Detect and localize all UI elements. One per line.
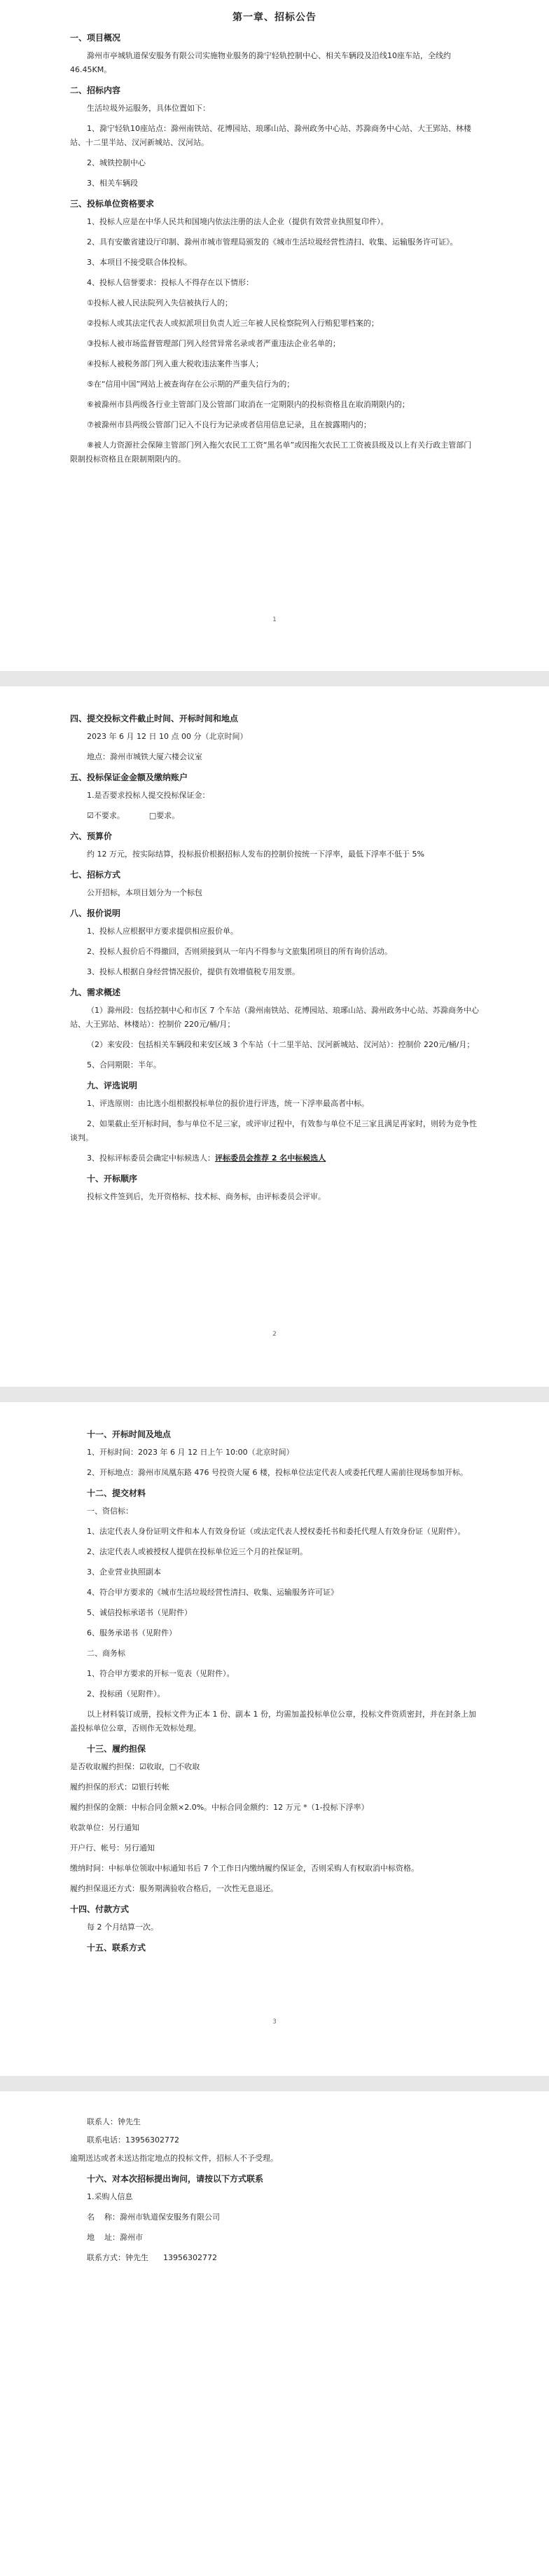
paragraph: 一、资信标： [87, 1507, 133, 1516]
section-heading-quote: 八、报价说明 [70, 908, 121, 918]
paragraph: 履约担保退还方式：服务期满验收合格后，一次性无息退还。 [70, 1884, 278, 1893]
paragraph: 2、投标函（见附件）。 [87, 1689, 165, 1698]
paragraph: 1、开标时间：2023 年 6 月 12 日上午 10:00（北京时间） [87, 1448, 294, 1457]
paragraph: 1、投标人应根据甲方要求提供相应报价单。 [87, 927, 238, 936]
paragraph: 以上材料装订成册，投标文件为正本 1 份、副本 1 份，均需加盖投标单位公章，投标文件资质密封，并在封条上加盖投标单位公章，否则作无效标处理。 [70, 1710, 476, 1733]
paragraph: 3、投标人根据自身经营情况报价，提供有效增值税专用发票。 [87, 967, 300, 976]
section-heading-inquiry: 十六、对本次招标提出询问，请按以下方式联系 [87, 2174, 264, 2184]
paragraph: 公开招标，本项目划分为一个标包 [87, 888, 202, 897]
page-number: 1 [272, 616, 277, 623]
paragraph: 2、开标地点：滁州市凤凰东路 476 号投资大厦 6 楼，投标单位法定代表人或委托代理人需前往现场参加开标。 [87, 1468, 468, 1477]
paragraph: 2、如果截止至开标时间，参与单位不足三家，或评审过程中，有效参与单位不足三家且满足再家时，则转为竞争性谈判。 [70, 1119, 477, 1142]
section-heading-bid-method: 七、招标方式 [70, 870, 121, 880]
section-heading-evaluation: 九、评选说明 [87, 1081, 138, 1090]
underlined-text: 评标委员会推荐 2 名中标候选人 [215, 1154, 326, 1163]
section-heading-contact: 十五、联系方式 [87, 1943, 146, 1953]
paragraph: 滁州市亭城轨道保安服务有限公司实施物业服务的滁宁轻轨控制中心、相关车辆段及沿线10座车站，全线约46.45KM。 [70, 51, 451, 74]
section-heading-bid-content: 二、招标内容 [70, 85, 121, 95]
section-heading-opening-order: 十、开标顺序 [87, 1174, 138, 1184]
paragraph: 2、法定代表人或被授权人提供在投标单位近三个月的社保证明。 [87, 1547, 307, 1556]
contact-block [70, 2115, 479, 2147]
document-page-2 [0, 686, 549, 1387]
option-required: □要求。 [148, 811, 180, 820]
paragraph: ⑦被滁州市县两级公管部门记入不良行为记录或者信用信息记录，且在披露期内的； [87, 420, 371, 429]
chapter-title: 第一章、招标公告 [232, 12, 317, 23]
section-heading-qualification: 三、投标单位资格要求 [70, 199, 155, 209]
section-heading-deposit: 五、投标保证金金额及缴纳账户 [70, 773, 188, 782]
paragraph: 4、投标人信誉要求：投标人不得存在以下情形： [87, 278, 253, 287]
paragraph: 收款单位：另行通知 [70, 1823, 139, 1832]
paragraph: ⑥被滁州市县两级各行业主管部门及公管部门取消在一定期限内的投标资格且在取消期限内的； [87, 400, 410, 409]
paragraph: 1.是否要求投标人提交投标保证金： [87, 791, 210, 800]
paragraph: ③投标人被市场监督管理部门列入经营异常名录或者严重违法企业名单的； [87, 339, 340, 348]
paragraph: 二、商务标 [87, 1649, 125, 1658]
paragraph: 1、符合甲方要求的开标一览表（见附件）。 [87, 1669, 235, 1678]
paragraph: 1、法定代表人身份证明文件和本人有效身份证（或法定代表人授权委托书和委托代理人有效身份证（见附件）。 [87, 1527, 466, 1536]
paragraph: 是否收取履约担保：☑收取，□不收取 [70, 1762, 200, 1771]
paragraph [70, 1151, 479, 1165]
paragraph: 4、符合甲方要求的《城市生活垃圾经营性清扫、收集、运输服务许可证》 [87, 1588, 338, 1597]
purchaser-contact: 联系方式：钟先生 13956302772 [87, 2253, 217, 2262]
paragraph: 逾期送达或者未送达指定地点的投标文件，招标人不予受理。 [70, 2154, 278, 2163]
paragraph: 1、投标人应是在中华人民共和国境内依法注册的法人企业（提供有效营业执照复印件）。 [87, 217, 389, 226]
paragraph: 约 12 万元，按实际结算，投标报价根据招标人发布的控制价按统一下浮率，最低下浮率不低于 5% [87, 850, 424, 859]
paragraph: 开户行、帐号：另行通知 [70, 1843, 155, 1853]
paragraph: 1、评选原则：由比选小组根据投标单位的报价进行评选，统一下浮率最高者中标。 [87, 1099, 369, 1108]
paragraph: ④投标人被税务部门列入重大税收违法案件当事人； [87, 359, 263, 368]
section-heading-payment: 十四、付款方式 [70, 1904, 130, 1914]
paragraph: 1、滁宁轻轨10座站点：滁州南铁站、花博园站、琅琊山站、滁州政务中心站、苏滁商务中心站、大王郢站、林楼站、十二里半站、汊河新城站、汊河站。 [70, 124, 471, 147]
paragraph: ⑤在“信用中国”网站上被查询存在公示期的严重失信行为的； [87, 380, 295, 389]
paragraph: 履约担保的形式：☑银行转帐 [70, 1782, 169, 1792]
paragraph: ②投标人或其法定代表人或拟派项目负责人近三年被人民检察院列入行贿犯罪档案的； [87, 319, 379, 328]
paragraph: 投标文件签到后，先开资格标、技术标、商务标，由评标委员会评审。 [87, 1192, 326, 1201]
page-number: 2 [272, 1331, 277, 1338]
purchaser-name: 名 称：滁州市轨道保安服务有限公司 [87, 2213, 220, 2222]
deposit-options [70, 809, 479, 823]
paragraph: 地点：滁州市城铁大厦六楼会议室 [87, 752, 202, 761]
section-heading-budget: 六、预算价 [70, 831, 113, 841]
section-heading-materials: 十二、提交材料 [87, 1488, 146, 1498]
section-heading-performance-guarantee: 十三、履约担保 [87, 1744, 146, 1754]
page-number: 3 [272, 2018, 277, 2026]
paragraph-text: 3、投标评标委员会确定中标候选人： [87, 1154, 215, 1163]
document-page-3 [0, 1402, 549, 2076]
paragraph: 缴纳时间：中标单位领取中标通知书后 7 个工作日内缴纳履约保证金，否则采购人有权取消中标资格。 [70, 1864, 419, 1873]
paragraph: 3、本项目不接受联合体投标。 [87, 258, 192, 267]
purchaser-address: 地 址：滁州市 [87, 2233, 143, 2242]
document-page-4 [0, 2091, 549, 2576]
paragraph: 2、城铁控制中心 [87, 158, 146, 167]
contact-phone: 联系电话：13956302772 [87, 2135, 179, 2145]
paragraph: 3、相关车辆段 [87, 179, 138, 188]
paragraph: 5、诚信投标承诺书（见附件） [87, 1608, 192, 1617]
contact-person: 联系人：钟先生 [87, 2117, 141, 2126]
paragraph: ⑧被人力资源社会保障主管部门列入拖欠农民工工资“黑名单”或因拖欠农民工工资被县级及以上有关行政主管部门限制投标资格且在限制期限内的。 [70, 441, 472, 464]
paragraph: 2023 年 6 月 12 日 10 点 00 分（北京时间） [87, 732, 248, 741]
document-page-1 [0, 0, 549, 671]
paragraph: （1）滁州段：包括控制中心和市区 7 个车站（滁州南铁站、花博园站、琅琊山站、滁州政务中心站、苏滁商务中心站、大王郢站、林楼站）：控制价 220元/桶/月； [70, 1006, 479, 1029]
paragraph: 3、企业营业执照副本 [87, 1567, 161, 1577]
section-heading-deadline: 四、提交投标文件截止时间、开标时间和地点 [70, 714, 239, 723]
paragraph: 履约担保的金额：中标合同金额×2.0%。中标合同金额约：12 万元 *（1-投标下浮率） [70, 1803, 369, 1812]
paragraph: 2、投标人报价后不得撤回，否则须接到从一年内不得参与文旅集团项目的所有询价活动。 [87, 947, 392, 956]
paragraph: 1.采购人信息 [87, 2192, 133, 2201]
paragraph: 6、服务承诺书（见附件） [87, 1628, 176, 1637]
section-heading-requirements: 九、需求概述 [70, 988, 121, 997]
paragraph: 生活垃圾外运服务，具体位置如下： [87, 104, 210, 113]
section-heading-project-overview: 一、项目概况 [70, 33, 121, 43]
option-not-required: ☑不要求。 [87, 811, 125, 820]
paragraph: 2、具有安徽省建设厅印制、滁州市城市管理局颁发的《城市生活垃圾经营性清扫、收集、运输服务许可证》。 [87, 237, 458, 247]
paragraph: （2）来安段：包括相关车辆段和来安区域 3 个车站（十二里半站、汊河新城站、汊河站）：控制价 220元/桶/月； [87, 1040, 475, 1049]
paragraph: ①投标人被人民法院列入失信被执行人的； [87, 298, 232, 307]
paragraph: 每 2 个月结算一次。 [87, 1923, 158, 1932]
section-heading-opening-time: 十一、开标时间及地点 [87, 1429, 172, 1439]
paragraph: 5、合同期限：半年。 [87, 1060, 161, 1069]
